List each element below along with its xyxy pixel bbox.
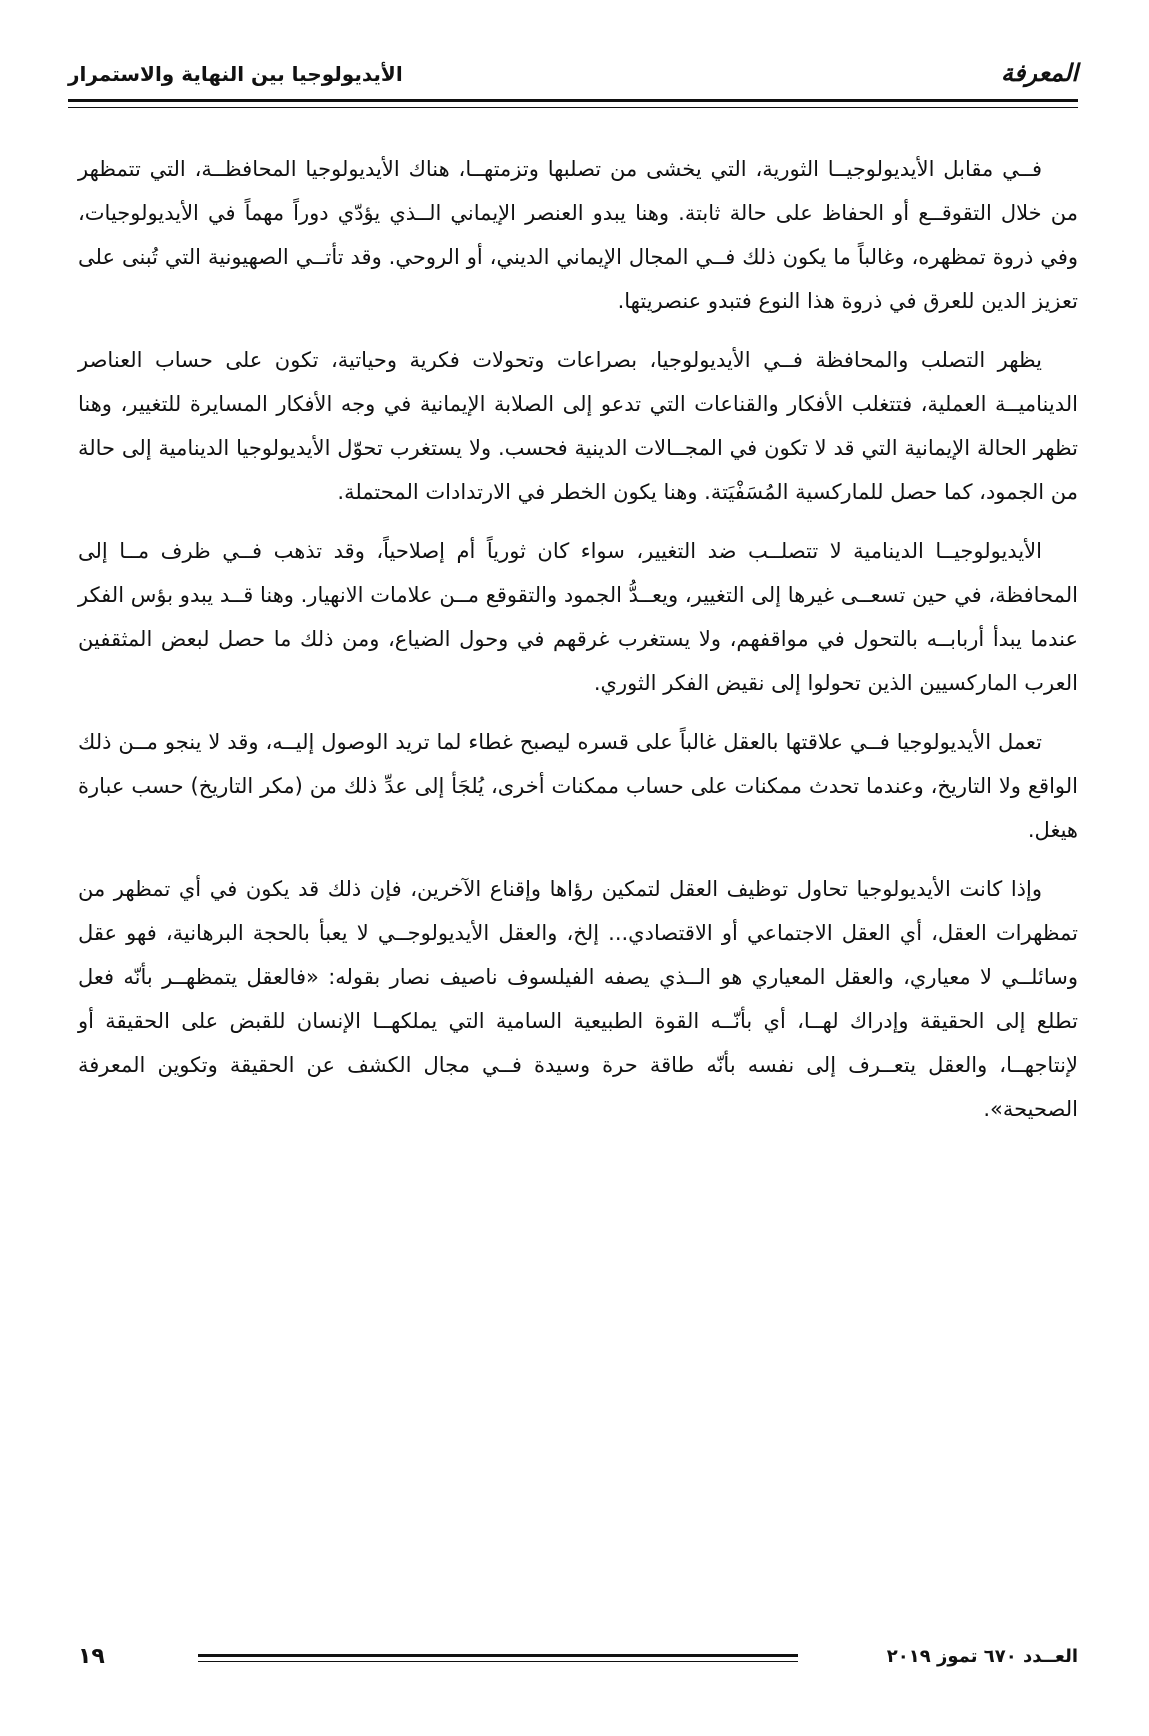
page-header [68,50,1078,102]
page-number: ١٩ [78,1644,105,1669]
issue-info: العــدد ٦٧٠ تموز ٢٠١٩ [886,1646,1078,1667]
magazine-logo: المعرفة [1000,58,1078,87]
paragraph-3: الأيديولوجيــا الدينامية لا تتصلــب ضد التغيير، سواء كان ثورياً أم إصلاحياً، وقد تذهب فــي ظرف مــا إلى المحافظة، في حين تسعــى غيرها إلى التغيير، ويعــدُّ الجمود والتقوقع مــن علامات الانهيار. وهنا قــد يبدو بؤس الفكر عندما يبدأ أربابــه بالتحول في مواقفهم، ولا يستغرب غرقهم في وحول الضياع، ومن ذلك ما حصل لبعض المثقفين العرب الماركسيين الذين تحولوا إلى نقيض الفكر الثوري. [78,539,1078,695]
footer-rule [198,1654,798,1657]
paragraph-5: وإذا كانت الأيديولوجيا تحاول توظيف العقل لتمكين رؤاها وإقناع الآخرين، فإن ذلك قد يكون في أي تمظهر من تمظهرات العقل، أي العقل الاجتماعي أو الاقتصادي... إلخ، والعقل الأيديولوجــي لا يعبأ بالحجة البرهانية، فهو عقل وسائلــي لا معياري، والعقل المعياري هو الــذي يصفه الفيلسوف ناصيف نصار بقوله: «فالعقل يتمظهــر بأنّه فعل تطلع إلى الحقيقة وإدراك لهــا، أي بأنّــه القوة الطبيعية السامية التي يملكهــا الإنسان للقبض على الحقيقة أو لإنتاجهــا، والعقل يتعــرف إلى نفسه بأنّه طاقة حرة وسيدة فــي مجال الكشف عن الحقيقة وتكوين المعرفة الصحيحة». [78,877,1078,1121]
page-footer [68,1640,1078,1680]
running-title: الأيديولوجيا بين النهاية والاستمرار [68,62,403,86]
footer-rule-thin [198,1661,798,1662]
header-rule-thin [68,107,1078,108]
article-body [78,147,1078,1146]
paragraph-2: يظهر التصلب والمحافظة فــي الأيديولوجيا، بصراعات وتحولات فكرية وحياتية، تكون على حساب العناصر الديناميــة العملية، فتتغلب الأفكار والقناعات التي تدعو إلى الصلابة الإيمانية في وجه الأفكار المسايرة للتغيير، وهنا تظهر الحالة الإيمانية التي قد لا تكون في المجــالات الدينية فحسب. ولا يستغرب تحوّل الأيديولوجيا الدينامية إلى حالة من الجمود، كما حصل للماركسية المُسَفْيَتة. وهنا يكون الخطر في الارتدادات المحتملة. [78,348,1078,504]
paragraph-4: تعمل الأيديولوجيا فــي علاقتها بالعقل غالباً على قسره ليصبح غطاء لما تريد الوصول إليــه، وقد لا ينجو مــن ذلك الواقع ولا التاريخ، وعندما تحدث ممكنات على حساب ممكنات أخرى، يُلجَأ إلى عدِّ ذلك من (مكر التاريخ) حسب عبارة هيغل. [78,730,1078,842]
header-rule [68,99,1078,102]
paragraph-1: فــي مقابل الأيديولوجيــا الثورية، التي يخشى من تصلبها وتزمتهــا، هناك الأيديولوجيا المحافظــة، التي تتمظهر من خلال التقوقــع أو الحفاظ على حالة ثابتة. وهنا يبدو العنصر الإيماني الــذي يؤدّي دوراً مهماً في الأيديولوجيات، وفي ذروة تمظهره، وغالباً ما يكون ذلك فــي المجال الإيماني الديني، أو الروحي. وقد تأتــي الصهيونية التي تُبنى على تعزيز الدين للعرق في ذروة هذا النوع فتبدو عنصريتها. [78,157,1078,313]
